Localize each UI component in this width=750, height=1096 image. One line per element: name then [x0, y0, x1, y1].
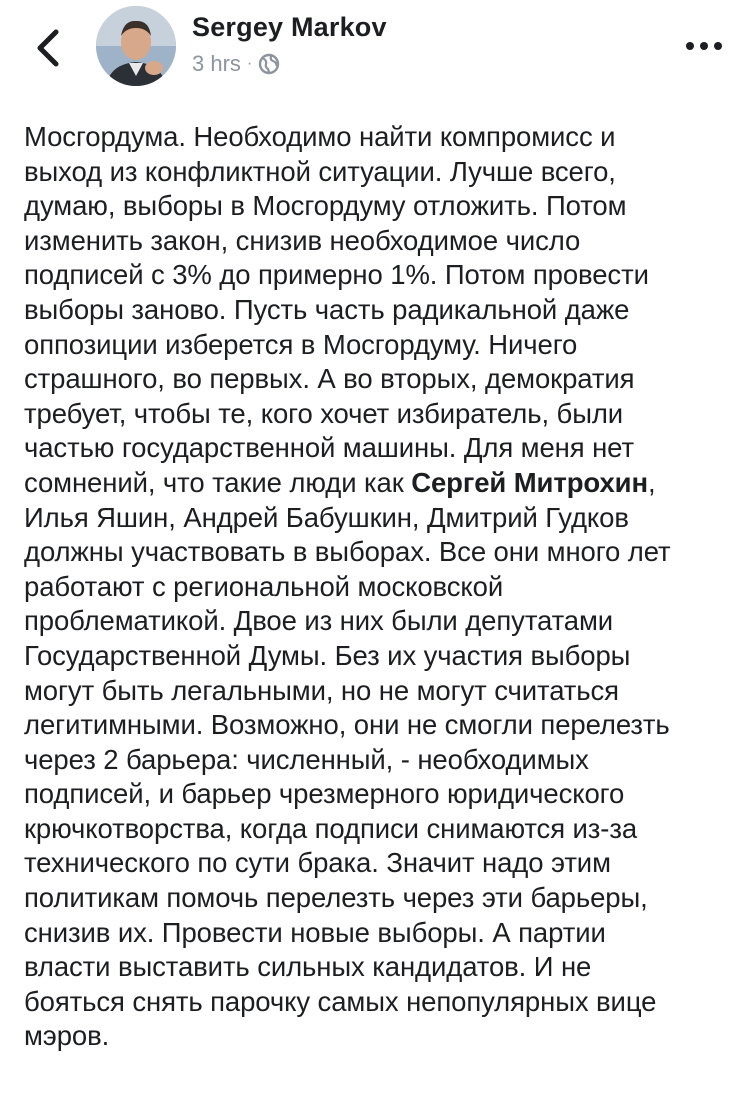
avatar[interactable]	[96, 6, 176, 86]
post-line: оппозиции изберется в Мосгордуму. Ничего	[24, 328, 578, 360]
post-text	[24, 120, 736, 1054]
profile-photo	[96, 6, 176, 86]
post-line: снизив их. Провести новые выборы. А партии	[24, 916, 606, 948]
post-line: подписей с 3% до примерно 1%. Потом провести	[24, 259, 649, 291]
post-line: подписей, и барьер чрезмерного юридического	[24, 778, 625, 810]
post-line: страшного, во первых. А во вторых, демократия	[24, 363, 635, 395]
post-line: выборы заново. Пусть часть радикальной даже	[24, 293, 630, 325]
post-line: через 2 барьера: численный, - необходимых	[24, 743, 589, 775]
post-line: должны участвовать в выборах. Все они много лет	[24, 536, 671, 568]
post-line: власти выставить сильных кандидатов. И не	[24, 951, 592, 983]
back-button[interactable]	[30, 26, 66, 70]
meta-separator: ·	[246, 55, 253, 72]
more-options-button[interactable]	[684, 36, 724, 56]
post-line: проблематикой. Двое из них были депутатами	[24, 605, 614, 637]
post-header	[0, 0, 750, 110]
post-line: изменить закон, снизив необходимое число	[24, 224, 581, 256]
post-line	[24, 466, 736, 501]
post-time[interactable]: 3 hrs	[192, 51, 241, 76]
more-horizontal-icon	[684, 36, 724, 56]
chevron-left-icon	[30, 26, 66, 70]
post-line: мэров.	[24, 1020, 110, 1052]
post-line: бояться снять парочку самых непопулярных вице	[24, 985, 657, 1017]
post-line: Мосгордума. Необходимо найти компромисс и	[24, 121, 616, 152]
post-meta	[192, 50, 280, 78]
post-line: частью государственной машины. Для меня нет	[24, 432, 634, 464]
author-name[interactable]: Sergey Markov	[192, 12, 387, 42]
post-line: могут быть легальными, но не могут считаться	[24, 674, 619, 706]
post-line: требует, чтобы те, кого хочет избиратель, были	[24, 397, 624, 429]
post-line: легитимными. Возможно, они не смогли перелезть	[24, 709, 670, 741]
post-line-segment: сомнений, что такие люди как	[24, 466, 412, 498]
post-line: технического по сути брака. Значит надо этим	[24, 847, 611, 879]
post-line: выход из конфликтной ситуации. Лучше всего,	[24, 155, 616, 187]
post-line: Илья Яшин, Андрей Бабушкин, Дмитрий Гудков	[24, 501, 629, 533]
globe-icon[interactable]	[258, 53, 280, 75]
post-line: политикам помочь перелезть через эти барьеры,	[24, 882, 648, 914]
post-line: крючкотворства, когда подписи снимаются из-за	[24, 812, 638, 844]
tagged-person-link[interactable]: Сергей Митрохин	[411, 466, 648, 498]
post-line-segment: ,	[647, 466, 656, 498]
post-line: Государственной Думы. Без их участия выборы	[24, 639, 631, 671]
post-line: думаю, выборы в Мосгордуму отложить. Потом	[24, 190, 627, 222]
post-line: работают с региональной московской	[24, 570, 504, 602]
